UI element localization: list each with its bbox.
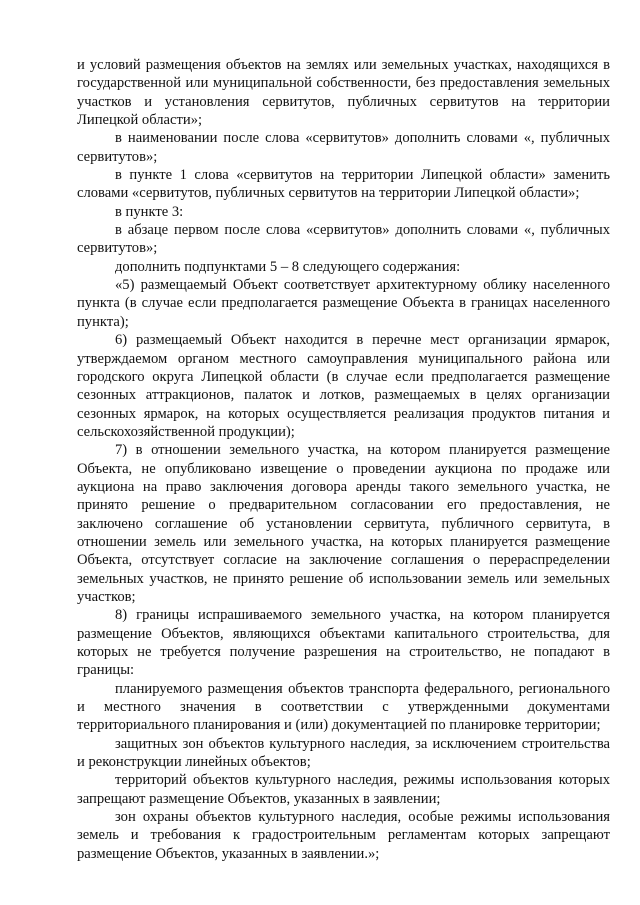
- paragraph-boundary-heritage-zones: зон охраны объектов культурного наследия, особые режимы использования земель и требования к градостроительным регламентам которых запрещают размещение Объектов, указанных в заявлении.»;: [77, 809, 610, 862]
- paragraph-subitem-8: 8) границы испрашиваемого земельного участка, на котором планируется размещение Объектов, являющихся объектами капитального строительства, для которых не требуется получение разрешения на строительство, не попадают в границы:: [77, 607, 610, 679]
- paragraph-subitem-7: 7) в отношении земельного участка, на котором планируется размещение Объекта, не опубликовано извещение о проведении аукциона по продаже или аукциона на право заключения договора аренды такого земельного участка, не принято решение о предварительном согласовании его предоставления, не заключено соглашение об установлении сервитута, публичного сервитута, в отношении земель или земельного участка, на которых планируется размещение Объекта, отсутствует согласие на заключение соглашения о перераспределении земельных участков, не принято решение об использовании земель или земельных участков;: [77, 442, 610, 605]
- paragraph-boundary-protective-zones: защитных зон объектов культурного наследия, за исключением строительства и реконструкции линейных объектов;: [77, 735, 610, 771]
- paragraph-first-subparagraph: в абзаце первом после слова «сервитутов» дополнить словами «, публичных сервитутов»;: [77, 222, 610, 257]
- paragraph-subitem-5: «5) размещаемый Объект соответствует архитектурному облику населенного пункта (в случае если предполагается размещение Объекта в границах населенного пункта);: [77, 277, 610, 330]
- paragraph-add-subitems: дополнить подпунктами 5 – 8 следующего содержания:: [115, 258, 461, 275]
- paragraph-subitem-6: 6) размещаемый Объект находится в перечне мест организации ярмарок, утверждаемом органом местного самоуправления муниципального района или городского округа Липецкой области (в случае если предполагается размещение сезонных аттракционов, палаток и лотков, размещаемых в целях организации сезонных ярмарок, на которых осуществляется реализация продуктов питания и сельскохозяйственной продукции);: [77, 332, 610, 440]
- paragraph-boundary-heritage-territories: территорий объектов культурного наследия, режимы использования которых запрещают размещение Объектов, указанных в заявлении;: [77, 772, 610, 807]
- paragraph-boundary-transport: планируемого размещения объектов транспорта федерального, регионального и местного значения в соответствии с утвержденными документами территориального планирования и (или) документацией по планировке территории;: [77, 680, 610, 734]
- paragraph-continuation: и условий размещения объектов на землях или земельных участках, находящихся в государственной или муниципальной собственности, без предоставления земельных участков и установления сервитутов, публичных сервитутов на территории Липецкой области»;: [77, 57, 610, 129]
- paragraph-item-3-heading: в пункте 3:: [115, 203, 184, 220]
- paragraph-item-1-amendment: в пункте 1 слова «сервитутов на территории Липецкой области» заменить словами «сервитутов, публичных сервитутов на территории Липецкой области»;: [77, 167, 610, 202]
- paragraph-title-amendment: в наименовании после слова «сервитутов» дополнить словами «, публичных сервитутов»;: [77, 130, 610, 165]
- document-page: [77, 56, 610, 863]
